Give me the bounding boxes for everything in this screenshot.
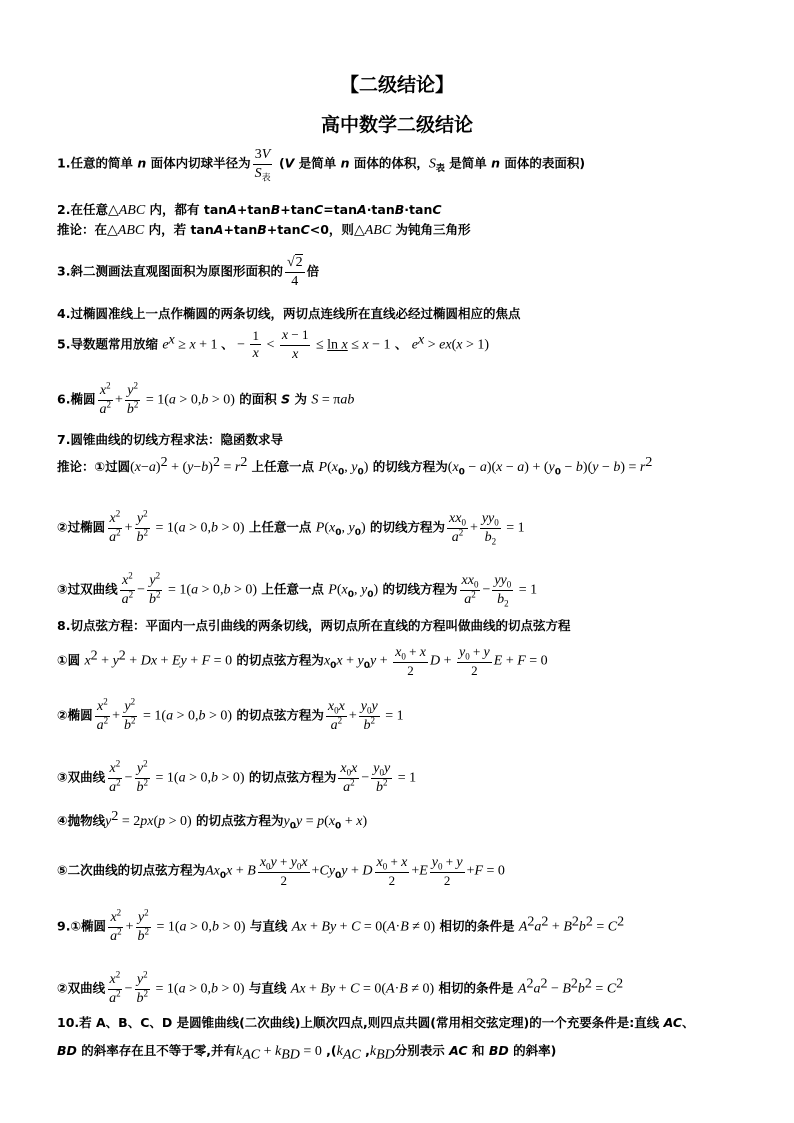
item-3: 3.斜二测画法直观图面积为原图形面积的 $\frac{√2}{4}$ 倍 (57, 255, 320, 289)
item-5: 5.导数题常用放缩 $e^x \ge x + 1$ 、 − $\frac{1}{x}$ < $\frac{x - 1}{x}$ ≤ ln x ≤ x − 1 、 $e^x > ex(x > 1)$ (57, 327, 490, 362)
item-9b: ②双曲线 $\frac{x^2}{a^2}$ − $\frac{y^2}{b^2}$ = 1(a > 0,b > 0) 与直线 Ax + By + C = 0(A·B ≠ 0) 相切的条件是 $A^2a^2 - B^2b^2 = C^2$ (57, 969, 624, 1006)
item-1: 1.任意的简单 n 面体内切球半径为 $\frac{3V}{S_表}$ (V 是简单 n 面体的体积，$S_表$ 是简单 n 面体的表面积) (57, 147, 586, 183)
item-7: 7.圆锥曲线的切线方程求法：隐函数求导 (57, 432, 283, 447)
item-8d: ④抛物线$y^2 = 2px(p > 0)$ 的切点弦方程为$y_0y = p(x_0 + x)$ (57, 808, 368, 832)
item-8c: ③双曲线 $\frac{x^2}{a^2}$ − $\frac{y^2}{b^2}$ = 1(a > 0,b > 0) 的切点弦方程为 $\frac{x_0x}{a^2}$ − $\frac{y_0y}{b^2}$ = 1 (57, 758, 417, 795)
item-9a: 9.①椭圆 $\frac{x^2}{a^2}$ + $\frac{y^2}{b^2}$ = 1(a > 0,b > 0) 与直线 Ax + By + C = 0(A·B ≠ 0) 相切的条件是 $A^2a^2 + B^2b^2 = C^2$ (57, 907, 625, 944)
item-8e: ⑤二次曲线的切点弦方程为$Ax_0x + B$ $\frac{x_0y + y_0x}{2}$ $+Cy_0y + D$ $\frac{x_0 + x}{2}$ +E $\frac{y_0 + y}{2}$ +F = 0 (57, 854, 505, 888)
section-title: 【二级结论】 (339, 74, 454, 96)
item-8: 8.切点弦方程：平面内一点引曲线的两条切线，两切点所在直线的方程叫做曲线的切点弦方程 (57, 618, 571, 633)
item-7c: ③过双曲线 $\frac{x^2}{a^2}$ − $\frac{y^2}{b^2}$ = 1(a > 0,b > 0) 上任意一点 $P(x_0$, $y_0$) 的切线方程为 $\frac{xx_0}{a^2}$ − $\frac{yy_0}{b_2}$ = 1 (57, 570, 538, 609)
item-2-corollary: 推论：在△ABC 内，若 tanA+tanB+tanC<0，则△ABC 为钝角三角形 (57, 222, 471, 238)
item-7a: 推论：①过圆$(x-a)^2 + (y-b)^2 = r^2$ 上任意一点 $P(x_0$, $y_0$) 的切线方程为$(x_0 - a)(x - a) + (y_0 - b)(y - b) = r^2$ (57, 454, 653, 478)
item-2: 2.在任意△ABC 内，都有 tanA+tanB+tanC=tanA·tanB·tanC (57, 202, 442, 218)
item-8a: ①圆 $x^2 + y^2 + Dx + Ey + F = 0$ 的切点弦方程为$x_0x + y_0y$ + $\frac{x_0 + x}{2}$ D + $\frac{y_0 + y}{2}$ E + F = 0 (57, 644, 548, 678)
item-6: 6.椭圆 $\frac{x^2}{a^2}$ + $\frac{y^2}{b^2}$ = 1(a > 0,b > 0) 的面积 S 为 S = πab (57, 380, 355, 417)
item-8b: ②椭圆 $\frac{x^2}{a^2}$ + $\frac{y^2}{b^2}$ = 1(a > 0,b > 0) 的切点弦方程为 $\frac{x_0x}{a^2}$ + $\frac{y_0y}{b^2}$ = 1 (57, 696, 404, 733)
item-7b: ②过椭圆 $\frac{x^2}{a^2}$ + $\frac{y^2}{b^2}$ = 1(a > 0,b > 0) 上任意一点 $P(x_0$, $y_0$) 的切线方程为 $\frac{xx_0}{a^2}$ + $\frac{yy_0}{b_2}$ = 1 (57, 508, 525, 547)
page-title: 高中数学二级结论 (320, 114, 473, 136)
item-10-line2: BD 的斜率存在且不等于零,并有$k_{AC} + k_{BD} = 0$ $,(k_{AC}$ $,k_{BD}$分别表示 AC 和 BD 的斜率) (57, 1043, 557, 1063)
item-4: 4.过椭圆准线上一点作椭圆的两条切线，两切点连线所在直线必经过椭圆相应的焦点 (57, 306, 521, 321)
item-10-line1: 10.若 A、B、C、D 是圆锥曲线(二次曲线)上顺次四点,则四点共圆(常用相交弦定理)的一个充要条件是:直线 AC、 (57, 1015, 695, 1030)
